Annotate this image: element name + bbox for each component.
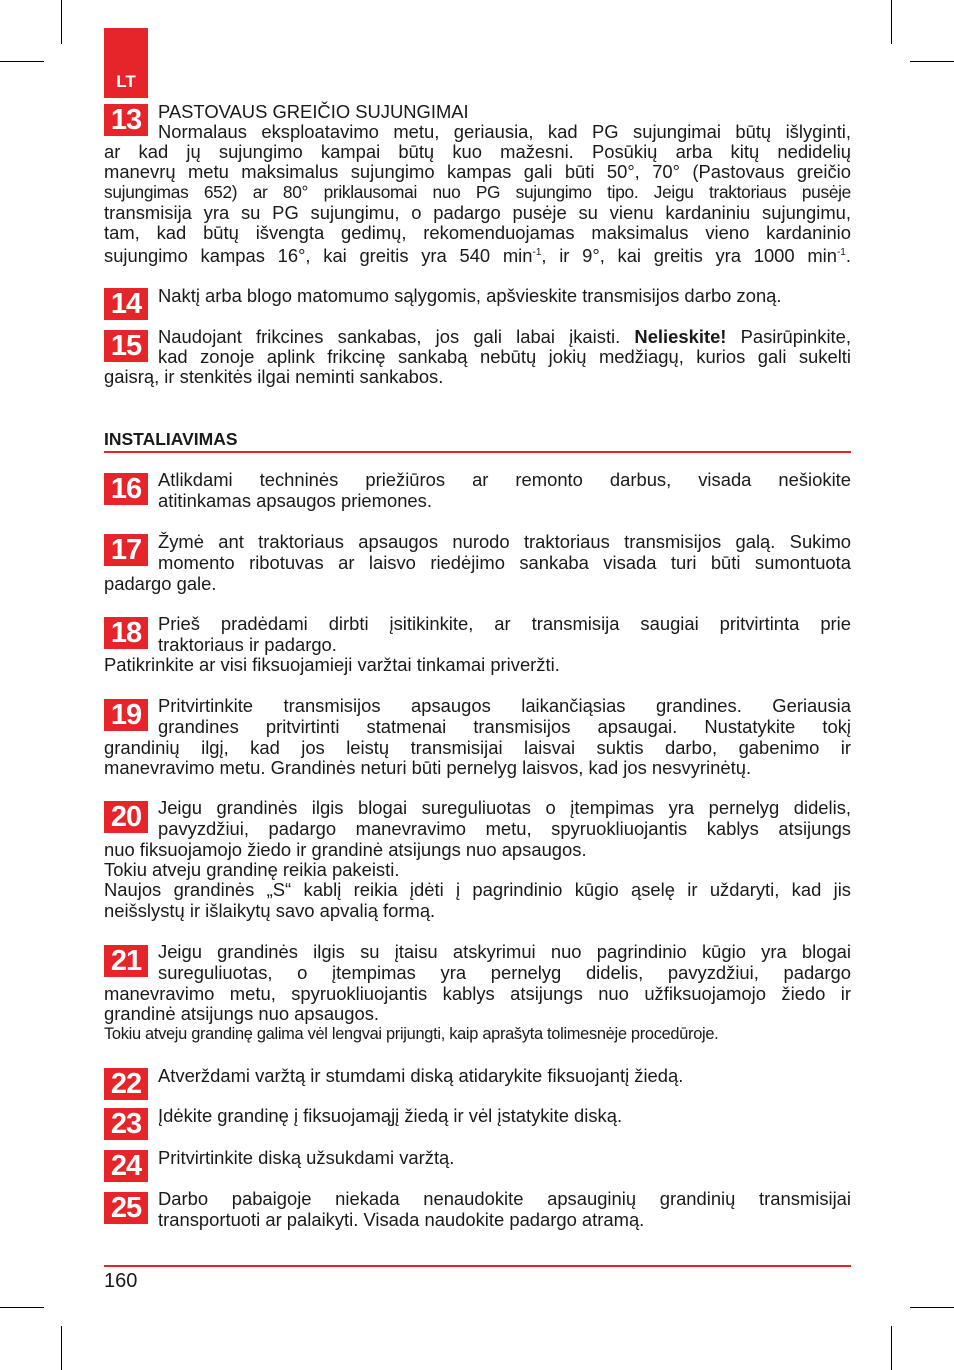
- warning-text: Nelieskite!: [634, 326, 727, 347]
- item-20-line: Tokiu atveju grandinę reikia pakeisti.: [104, 859, 400, 880]
- crop-mark: [891, 1326, 892, 1370]
- item-17-line: momento ribotuvas ar laisvo riedėjimo sankaba visada turi būti sumontuota: [158, 552, 851, 573]
- crop-mark: [61, 1326, 62, 1370]
- item-21-line: Tokiu atveju grandinę galima vėl lengvai prijungti, kaip aprašyta tolimesnėje procedūroje.: [104, 1025, 719, 1043]
- item-16-line: atitinkamas apsaugos priemones.: [158, 490, 432, 511]
- crop-mark: [891, 0, 892, 44]
- item-20-line: nuo fiksuojamojo žiedo ir grandinė atsijungs nuo apsaugos.: [104, 839, 587, 860]
- item-13-line: sujungimas 652) ar 80° priklausomai nuo PG sujungimo tipo. Jeigu traktoriaus pusėje: [104, 182, 851, 202]
- item-20-line: pavyzdžiui, padargo manevravimo metu, spyruokliuojantis kablys atsijungs: [158, 818, 851, 839]
- item-13-text: , ir 9°, kai greitis yra 1000 min: [541, 245, 837, 267]
- page-number: 160: [104, 1270, 138, 1292]
- item-18-line: traktoriaus ir padargo.: [158, 634, 337, 655]
- item-19-line: Pritvirtinkite transmisijos apsaugos laikančiąsias grandines. Geriausia: [158, 695, 851, 716]
- item-13-line: manevrų metu maksimalus sujungimo kampas gali būti 50°, 70° (Pastovaus greičio: [104, 161, 851, 182]
- item-number-21: 21: [104, 945, 148, 977]
- item-19-line: grandinių ilgį, kad jos leistų transmisijai laisvai suktis darbo, gabenimo ir: [104, 737, 851, 758]
- item-17-line: Žymė ant traktoriaus apsaugos nurodo traktoriaus transmisijos galą. Sukimo: [158, 531, 851, 552]
- item-18-line: Patikrinkite ar visi fiksuojamieji varžtai tinkamai priveržti.: [104, 654, 560, 675]
- item-23-line: Įdėkite grandinę į fiksuojamąjį žiedą ir vėl įstatykite diską.: [158, 1105, 623, 1126]
- item-20-line: Jeigu grandinės ilgis blogai sureguliuotas o įtempimas yra pernelyg didelis,: [158, 797, 851, 818]
- item-13-title: PASTOVAUS GREIČIO SUJUNGIMAI: [158, 101, 469, 122]
- item-16-line: Atlikdami techninės priežiūros ar remonto darbus, visada nešiokite: [158, 469, 851, 490]
- superscript: -1: [836, 247, 846, 258]
- item-number-25: 25: [104, 1192, 148, 1224]
- item-22-line: Atverždami varžtą ir stumdami diską atidarykite fiksuojantį žiedą.: [158, 1065, 684, 1086]
- item-13-line: transmisija yra su PG sujungimu, o padargo pusėje su vienu kardaniniu sujungimu,: [104, 202, 851, 223]
- item-number-18: 18: [104, 617, 148, 649]
- item-15-text: Pasirūpinkite,: [726, 326, 851, 347]
- item-19-line: grandines pritvirtinti statmenai transmisijos apsaugai. Nustatykite tokį: [158, 716, 851, 737]
- item-number-24: 24: [104, 1150, 148, 1182]
- item-13-line: ar kad jų sujungimo kampai būtų kuo mažesni. Posūkių arba kitų nedidelių: [104, 141, 851, 162]
- item-21-line: manevravimo metu, spyruokliuojantis kablys atsijungs nuo užfiksuojamojo žiedo ir: [104, 983, 851, 1004]
- item-15-line: kad zonoje aplink frikcinę sankabą nebūtų jokių medžiagų, kurios gali sukelti: [158, 346, 851, 367]
- item-25-line: transportuoti ar palaikyti. Visada naudokite padargo atramą.: [158, 1209, 645, 1230]
- item-20-line: Naujos grandinės „S“ kablį reikia įdėti į pagrindinio kūgio ąselę ir uždaryti, kad jis: [104, 879, 851, 900]
- item-number-16: 16: [104, 473, 148, 505]
- item-number-15: 15: [104, 330, 148, 362]
- crop-mark: [0, 1307, 44, 1308]
- item-21-line: sureguliuotas, o įtempimas yra pernelyg didelis, pavyzdžiui, padargo: [158, 962, 851, 983]
- item-15-line: gaisrą, ir stenkitės ilgai neminti sankabos.: [104, 366, 444, 387]
- crop-mark: [61, 0, 62, 44]
- item-number-13: 13: [104, 104, 148, 136]
- item-13-text: sujungimo kampas 16°, kai greitis yra 540 min: [104, 245, 533, 267]
- item-15-line: [158, 327, 851, 348]
- item-17-line: padargo gale.: [104, 573, 217, 594]
- item-20-line: neišslystų ir išlaikytų savo apvalią formą.: [104, 900, 436, 921]
- crop-mark: [910, 61, 954, 62]
- superscript: -1: [532, 247, 542, 258]
- item-13-line: [104, 243, 851, 267]
- item-number-17: 17: [104, 534, 148, 566]
- item-number-20: 20: [104, 801, 148, 833]
- item-13-text: .: [845, 245, 851, 267]
- item-number-14: 14: [104, 288, 148, 320]
- crop-mark: [0, 61, 44, 62]
- section-title: INSTALIAVIMAS: [104, 428, 851, 453]
- footer-rule: [104, 1265, 851, 1267]
- item-number-22: 22: [104, 1068, 148, 1100]
- item-15-text: Naudojant frikcines sankabas, jos gali labai įkaisti.: [158, 326, 635, 347]
- item-13-line: tam, kad būtų išvengta gedimų, rekomenduojamas maksimalus vieno kardaninio: [104, 222, 851, 243]
- item-number-23: 23: [104, 1108, 148, 1140]
- item-21-line: Jeigu grandinės ilgis su įtaisu atskyrimui nuo pagrindinio kūgio yra blogai: [158, 941, 851, 962]
- item-18-line: Prieš pradėdami dirbti įsitikinkite, ar transmisija saugiai pritvirtinta prie: [158, 613, 851, 634]
- item-24-line: Pritvirtinkite diską užsukdami varžtą.: [158, 1147, 455, 1168]
- crop-mark: [910, 1307, 954, 1308]
- item-13-line: Normalaus eksploatavimo metu, geriausia, kad PG sujungimai būtų išlyginti,: [158, 121, 851, 142]
- item-14-line: Naktį arba blogo matomumo sąlygomis, apšvieskite transmisijos darbo zoną.: [158, 285, 782, 306]
- item-25-line: Darbo pabaigoje niekada nenaudokite apsauginių grandinių transmisijai: [158, 1188, 851, 1209]
- item-number-19: 19: [104, 699, 148, 731]
- language-tab: LT: [104, 28, 148, 98]
- item-19-line: manevravimo metu. Grandinės neturi būti pernelyg laisvos, kad jos nesvyrinėtų.: [104, 757, 752, 778]
- item-21-line: grandinė atsijungs nuo apsaugos.: [104, 1003, 380, 1024]
